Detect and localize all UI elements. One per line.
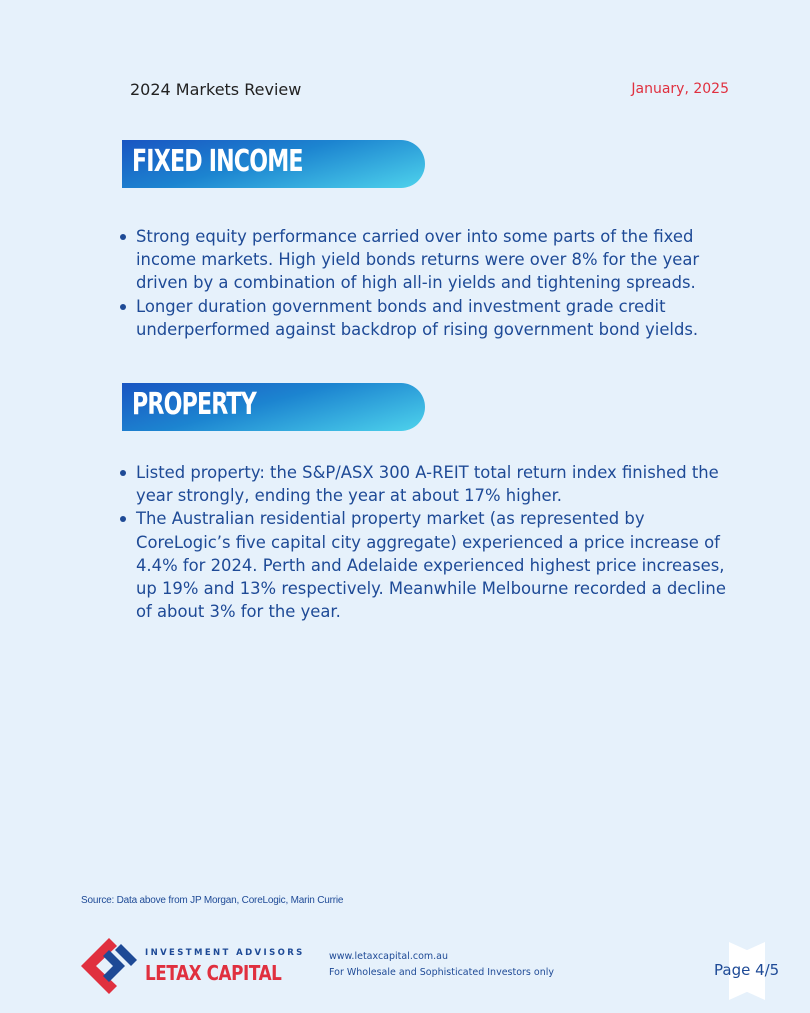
document-title: 2024 Markets Review xyxy=(130,80,302,99)
logo-tagline: INVESTMENT ADVISORS xyxy=(145,948,305,958)
investor-disclaimer: For Wholesale and Sophisticated Investors only xyxy=(329,967,554,978)
list-item: The Australian residential property market (as represented by CoreLogic’s five capital city aggregate) experienced a price increase of 4.4% for 2024. Perth and Adelaide experienced highest price increases, up 19% and 13% respectively. Meanwhile Melbourne recorded a decline of about 3% for the year. xyxy=(118,507,738,623)
document-date: January, 2025 xyxy=(631,81,729,97)
property-banner xyxy=(122,383,425,431)
fixed-income-bullet-list xyxy=(118,225,738,341)
logo-name: LETAX CAPITAL xyxy=(145,961,282,985)
list-item: Strong equity performance carried over into some parts of the fixed income markets. High yield bonds returns were over 8% for the year driven by a combination of high all-in yields and tightening spreads. xyxy=(118,225,738,295)
page-number: Page 4/5 xyxy=(714,961,780,979)
list-item: Longer duration government bonds and investment grade credit underperformed against backdrop of rising government bond yields. xyxy=(118,295,738,341)
property-bullet-list xyxy=(118,461,738,623)
property-heading: PROPERTY xyxy=(132,387,256,422)
list-item: Listed property: the S&P/ASX 300 A-REIT total return index finished the year strongly, ending the year at about 17% higher. xyxy=(118,461,738,507)
letax-capital-logo xyxy=(81,938,305,994)
fixed-income-banner xyxy=(122,140,425,188)
logo-mark-icon xyxy=(81,938,139,994)
fixed-income-heading: FIXED INCOME xyxy=(132,144,303,179)
website-link[interactable]: www.letaxcapital.com.au xyxy=(329,951,449,962)
source-note: Source: Data above from JP Morgan, CoreLogic, Marin Currie xyxy=(81,895,344,906)
